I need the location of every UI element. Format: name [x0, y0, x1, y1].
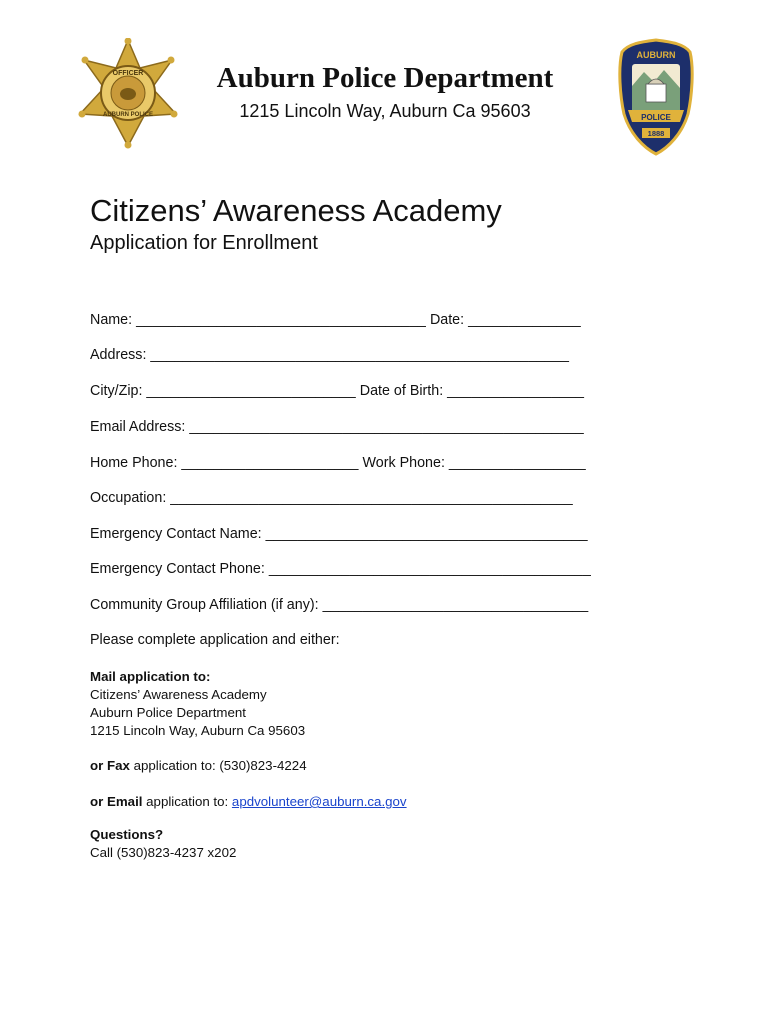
- date-field[interactable]: ______________: [468, 312, 581, 328]
- cityzip-field[interactable]: __________________________: [146, 383, 356, 399]
- mail-line: Citizens’ Awareness Academy: [90, 687, 267, 702]
- home-phone-field[interactable]: ______________________: [181, 455, 359, 471]
- department-address: 1215 Lincoln Way, Auburn Ca 95603: [239, 101, 531, 121]
- fax-text: application to: (530)823-4224: [129, 758, 307, 773]
- emergency-name-row: [90, 526, 588, 542]
- emergency-name-field[interactable]: ________________________________________: [265, 526, 588, 542]
- cityzip-row: [90, 383, 584, 399]
- instructions-intro: Please complete application and either:: [90, 632, 340, 648]
- phone-row: [90, 455, 586, 471]
- name-field[interactable]: ____________________________________: [136, 312, 426, 328]
- department-name: Auburn Police Department: [216, 62, 554, 94]
- mail-heading: Mail application to:: [90, 669, 211, 684]
- address-field[interactable]: ____________________________________________________: [150, 347, 570, 363]
- emergency-phone-label: Emergency Contact Phone:: [90, 561, 265, 577]
- fax-line: [90, 757, 307, 775]
- form-subtitle: Application for Enrollment: [90, 232, 318, 254]
- police-shield-icon: [618, 38, 694, 156]
- star-badge-text-bottom: AUBURN POLICE: [102, 112, 154, 118]
- mail-line: Auburn Police Department: [90, 705, 246, 720]
- dob-label: Date of Birth:: [359, 383, 444, 399]
- form-title: Citizens’ Awareness Academy: [90, 193, 502, 228]
- questions-block: [90, 826, 236, 862]
- fax-prefix: or Fax: [90, 758, 130, 773]
- email-row: [90, 419, 584, 435]
- address-label: Address:: [90, 347, 147, 363]
- address-row: [90, 347, 569, 363]
- shield-text-top: AUBURN: [636, 50, 676, 60]
- work-phone-label: Work Phone:: [362, 455, 445, 471]
- date-label: Date:: [429, 312, 465, 328]
- mail-line: 1215 Lincoln Way, Auburn Ca 95603: [90, 723, 306, 738]
- occupation-label: Occupation:: [90, 490, 167, 506]
- emergency-phone-row: [90, 561, 591, 577]
- questions-heading: Questions?: [90, 827, 164, 842]
- email-line: [90, 793, 407, 811]
- email-field[interactable]: _________________________________________________: [189, 419, 584, 435]
- email-prefix: or Email: [90, 794, 143, 809]
- home-phone-label: Home Phone:: [90, 455, 178, 471]
- work-phone-field[interactable]: _________________: [448, 455, 586, 471]
- shield-text-banner: POLICE: [641, 113, 671, 122]
- emergency-phone-field[interactable]: ________________________________________: [268, 561, 591, 577]
- cityzip-label: City/Zip:: [90, 383, 143, 399]
- email-link[interactable]: apdvolunteer@auburn.ca.gov: [231, 794, 407, 809]
- email-label: Email Address:: [90, 419, 186, 435]
- star-badge-text-top: OFFICER: [112, 70, 144, 77]
- shield-year: 1888: [647, 129, 665, 138]
- occupation-row: [90, 490, 573, 506]
- community-field[interactable]: _________________________________: [322, 597, 589, 613]
- name-row: [90, 312, 581, 328]
- community-label: Community Group Affiliation (if any):: [90, 597, 319, 613]
- emergency-name-label: Emergency Contact Name:: [90, 526, 262, 542]
- community-row: [90, 597, 588, 613]
- name-label: Name:: [90, 312, 133, 328]
- dob-field[interactable]: _________________: [447, 383, 585, 399]
- questions-text: Call (530)823-4237 x202: [90, 845, 237, 860]
- mail-block: [90, 668, 305, 740]
- occupation-field[interactable]: __________________________________________________: [170, 490, 573, 506]
- email-text: application to:: [142, 794, 232, 809]
